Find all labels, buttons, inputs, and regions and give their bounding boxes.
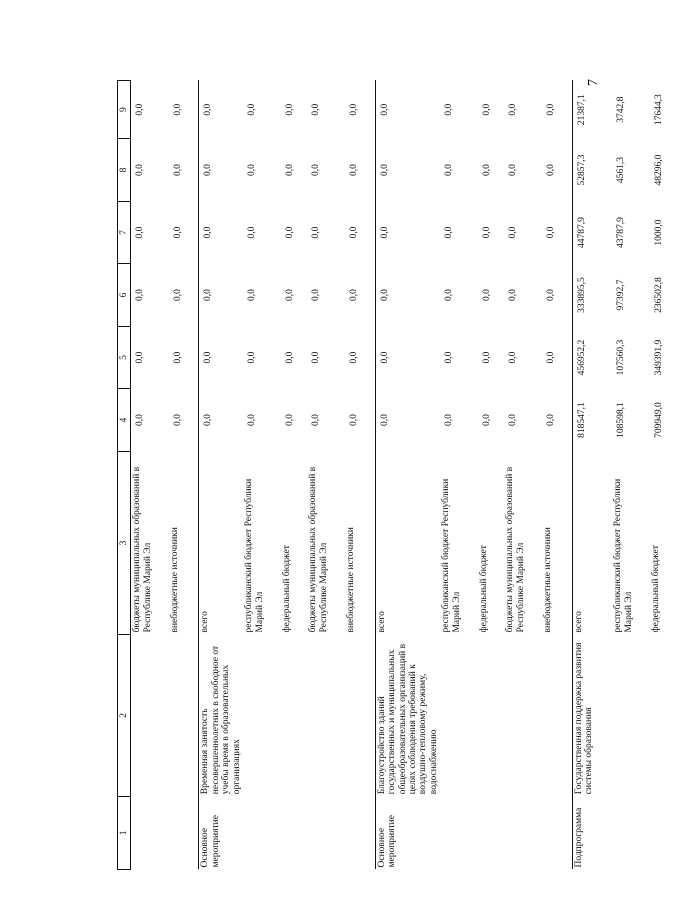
header-row <box>118 81 131 870</box>
value-cell: 0,0 <box>311 226 322 239</box>
header-cell: 1 <box>118 796 131 869</box>
rotated-table-page <box>117 80 665 870</box>
value-cell: 0,0 <box>135 164 146 176</box>
row-name-cell <box>307 635 345 797</box>
value-cell: 349391,9 <box>654 339 665 376</box>
value-cell: 0,0 <box>546 351 557 364</box>
row-type-cell <box>440 796 478 869</box>
value-cell: 0,0 <box>349 414 360 426</box>
row-type-cell: Основное мероприятие <box>199 796 243 869</box>
value-cell: 0,0 <box>546 164 557 176</box>
row-type-cell <box>612 796 650 869</box>
value-cell: 0,0 <box>135 226 146 239</box>
value-cell: 0,0 <box>135 351 146 364</box>
value-cell: 0,0 <box>546 103 557 116</box>
value-cell: 0,0 <box>482 164 493 176</box>
value-cell: 0,0 <box>172 164 183 176</box>
funding-source-cell: внебюджетные источники <box>346 527 357 633</box>
value-cell: 0,0 <box>375 264 440 327</box>
value-cell: 0,0 <box>508 164 519 176</box>
value-cell: 0,0 <box>444 103 455 116</box>
value-cell: 0,0 <box>508 289 519 301</box>
value-cell: 0,0 <box>508 414 519 426</box>
value-cell: 0,0 <box>311 289 322 301</box>
funding-source-cell: всего <box>572 451 612 634</box>
row-type-cell <box>131 796 169 869</box>
table-row <box>542 81 572 870</box>
value-cell: 0,0 <box>172 289 183 301</box>
value-cell: 0,0 <box>444 226 455 239</box>
value-cell: 0,0 <box>311 164 322 176</box>
row-name-cell <box>504 635 542 797</box>
value-cell: 0,0 <box>508 351 519 364</box>
value-cell: 0,0 <box>199 201 243 264</box>
row-name-cell <box>281 635 307 797</box>
value-cell: 0,0 <box>172 226 183 239</box>
value-cell: 709949,0 <box>654 402 665 438</box>
value-cell: 0,0 <box>247 103 258 116</box>
row-type-cell <box>281 796 307 869</box>
value-cell: 0,0 <box>349 351 360 364</box>
row-type-cell <box>478 796 504 869</box>
table-row <box>478 81 504 870</box>
value-cell: 0,0 <box>375 326 440 389</box>
value-cell: 0,0 <box>508 226 519 239</box>
value-cell: 0,0 <box>444 351 455 364</box>
page-number: 7 <box>586 79 601 86</box>
funding-source-cell: федеральный бюджет <box>651 545 662 633</box>
value-cell: 0,0 <box>247 164 258 176</box>
value-cell: 0,0 <box>375 139 440 202</box>
value-cell: 0,0 <box>482 103 493 116</box>
value-cell: 0,0 <box>199 264 243 327</box>
value-cell: 0,0 <box>199 389 243 452</box>
table-row <box>345 81 375 870</box>
table-row <box>131 81 169 870</box>
value-cell: 0,0 <box>285 414 296 426</box>
header-cell: 3 <box>118 451 131 634</box>
funding-source-cell: бюджеты муниципальных образований в Республике Марий Эл <box>132 466 153 633</box>
table-row <box>169 81 199 870</box>
value-cell: 0,0 <box>285 164 296 176</box>
value-cell: 48296,0 <box>654 154 665 186</box>
row-name-cell <box>612 635 650 797</box>
funding-source-cell: всего <box>199 451 243 634</box>
table-row <box>504 81 542 870</box>
row-type-cell <box>504 796 542 869</box>
row-type-cell <box>542 796 572 869</box>
value-cell: 0,0 <box>349 103 360 116</box>
value-cell: 0,0 <box>285 351 296 364</box>
row-type-cell <box>307 796 345 869</box>
value-cell: 107560,3 <box>616 339 627 376</box>
value-cell: 43787,9 <box>616 217 627 248</box>
value-cell: 0,0 <box>199 326 243 389</box>
row-type-cell <box>243 796 281 869</box>
value-cell: 0,0 <box>375 389 440 452</box>
row-name-cell <box>169 635 199 797</box>
funding-source-cell: республиканский бюджет Республики Марий Эл <box>441 478 462 633</box>
value-cell: 0,0 <box>349 226 360 239</box>
row-name-cell <box>131 635 169 797</box>
value-cell: 0,0 <box>247 226 258 239</box>
value-cell: 0,0 <box>199 81 243 139</box>
value-cell: 1000,0 <box>654 219 665 246</box>
value-cell: 0,0 <box>349 164 360 176</box>
value-cell: 0,0 <box>135 289 146 301</box>
value-cell: 0,0 <box>546 226 557 239</box>
funding-source-cell: бюджеты муниципальных образований в Республике Марий Эл <box>308 466 329 633</box>
row-type-cell: Основное мероприятие <box>375 796 440 869</box>
value-cell: 0,0 <box>247 414 258 426</box>
value-cell: 97392,7 <box>616 279 627 311</box>
funding-source-cell: всего <box>375 451 440 634</box>
value-cell: 0,0 <box>285 226 296 239</box>
value-cell: 0,0 <box>482 414 493 426</box>
value-cell: 0,0 <box>375 201 440 264</box>
header-cell: 5 <box>118 326 131 389</box>
header-cell: 2 <box>118 635 131 797</box>
table-row <box>440 81 478 870</box>
header-cell: 9 <box>118 81 131 139</box>
table-row <box>572 81 612 870</box>
value-cell: 0,0 <box>482 351 493 364</box>
row-name-cell <box>243 635 281 797</box>
value-cell: 333895,5 <box>572 264 612 327</box>
value-cell: 0,0 <box>135 414 146 426</box>
value-cell: 0,0 <box>247 351 258 364</box>
table-row <box>612 81 650 870</box>
row-type-cell <box>169 796 199 869</box>
value-cell: 0,0 <box>199 139 243 202</box>
row-name-cell: Государственная поддержка развития системы образования <box>572 635 612 797</box>
value-cell: 818547,1 <box>572 389 612 452</box>
value-cell: 0,0 <box>482 289 493 301</box>
row-name-cell <box>440 635 478 797</box>
funding-source-cell: республиканский бюджет Республики Марий Эл <box>244 478 265 633</box>
funding-source-cell: внебюджетные источники <box>169 527 180 633</box>
value-cell: 0,0 <box>285 289 296 301</box>
value-cell: 236502,8 <box>654 277 665 313</box>
value-cell: 0,0 <box>172 414 183 426</box>
row-type-cell <box>345 796 375 869</box>
value-cell: 21387,1 <box>572 81 612 139</box>
funding-source-cell: федеральный бюджет <box>282 545 293 633</box>
value-cell: 0,0 <box>444 164 455 176</box>
table-row <box>375 81 440 870</box>
value-cell: 0,0 <box>508 103 519 116</box>
value-cell: 0,0 <box>135 103 146 116</box>
funding-source-cell: бюджеты муниципальных образований в Республике Марий Эл <box>505 466 526 633</box>
value-cell: 0,0 <box>172 351 183 364</box>
table-row <box>243 81 281 870</box>
value-cell: 0,0 <box>172 103 183 116</box>
value-cell: 52857,3 <box>572 139 612 202</box>
value-cell: 0,0 <box>444 414 455 426</box>
value-cell: 3742,8 <box>616 96 627 123</box>
value-cell: 0,0 <box>285 103 296 116</box>
value-cell: 108598,1 <box>616 402 627 438</box>
value-cell: 0,0 <box>311 351 322 364</box>
value-cell: 0,0 <box>546 414 557 426</box>
value-cell: 4561,3 <box>616 156 627 184</box>
row-name-cell: Временная занятость несовершеннолетних в свободное от учебы время в образовательных организациях <box>199 635 243 797</box>
header-cell: 4 <box>118 389 131 452</box>
header-cell: 8 <box>118 139 131 202</box>
table-row <box>281 81 307 870</box>
header-cell: 7 <box>118 201 131 264</box>
value-cell: 0,0 <box>247 289 258 301</box>
value-cell: 0,0 <box>482 226 493 239</box>
row-name-cell <box>650 635 676 797</box>
table-row <box>307 81 345 870</box>
row-name-cell: Благоустройство зданий государственных и муниципальных общеобразовательных организаций в целях соблюдения требований к воздушно-тепловому режиму, водоснабжению <box>375 635 440 797</box>
budget-table <box>117 80 676 870</box>
value-cell: 0,0 <box>311 414 322 426</box>
value-cell: 0,0 <box>375 81 440 139</box>
row-type-cell: Подпрограмма <box>572 796 612 869</box>
value-cell: 0,0 <box>349 289 360 301</box>
row-name-cell <box>345 635 375 797</box>
row-type-cell <box>650 796 676 869</box>
table-row <box>650 81 676 870</box>
value-cell: 0,0 <box>444 289 455 301</box>
row-name-cell <box>478 635 504 797</box>
header-cell: 6 <box>118 264 131 327</box>
value-cell: 0,0 <box>311 103 322 116</box>
funding-source-cell: внебюджетные источники <box>543 527 554 633</box>
value-cell: 17644,3 <box>654 94 665 126</box>
value-cell: 456952,2 <box>572 326 612 389</box>
funding-source-cell: федеральный бюджет <box>479 545 490 633</box>
value-cell: 0,0 <box>546 289 557 301</box>
row-name-cell <box>542 635 572 797</box>
funding-source-cell: республиканский бюджет Республики Марий Эл <box>613 478 634 633</box>
value-cell: 44787,9 <box>572 201 612 264</box>
table-row <box>199 81 243 870</box>
